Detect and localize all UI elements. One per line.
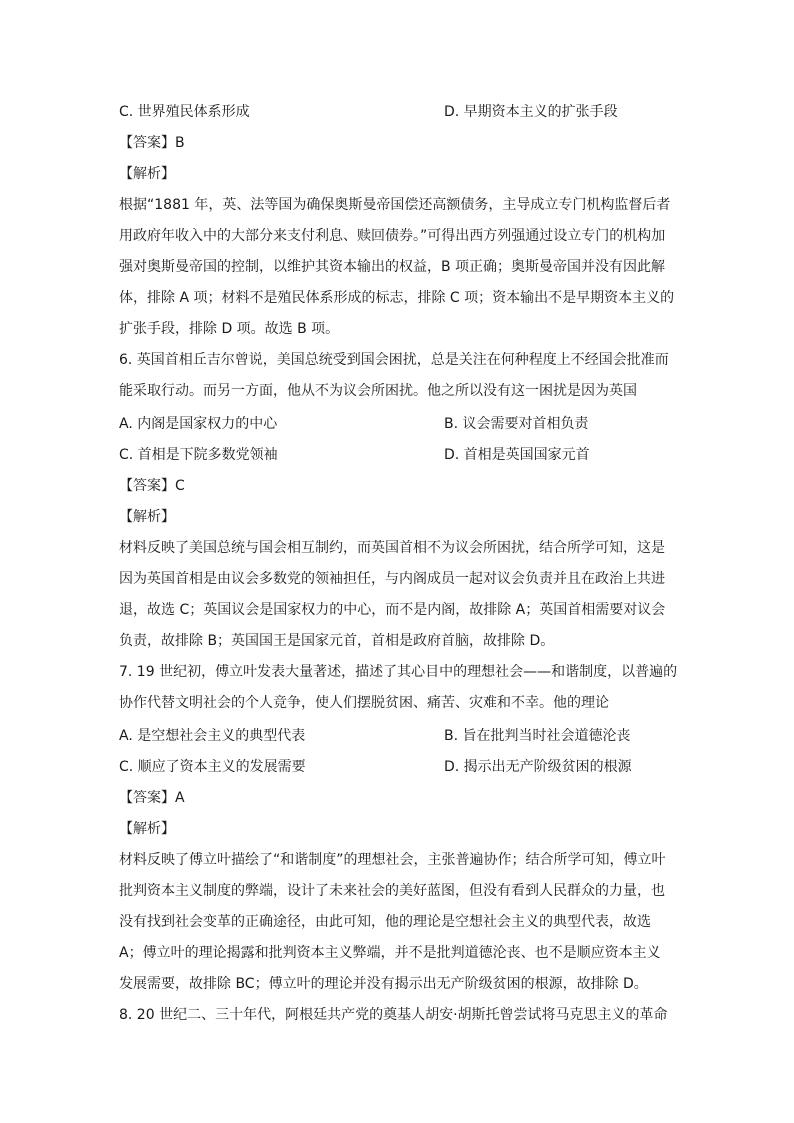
q7-analysis-line: 发展需要，故排除 BC；傅立叶的理论并没有揭示出无产阶级贫困的根源，故排除 D。 <box>119 976 648 992</box>
q5-analysis-line: 用政府年收入中的大部分来支付利息、赎回债券。”可得出西方列强通过设立专门的机构加 <box>119 228 666 244</box>
q6-analysis-line: 材料反映了美国总统与国会相互制约，而英国首相不为议会所困扰，结合所学可知，这是 <box>119 540 665 556</box>
q7-analysis-line: 没有找到社会变革的正确途径，由此可知，他的理论是空想社会主义的典型代表，故选 <box>119 914 651 930</box>
q6-analysis-line: 负责，故排除 B；英国国王是国家元首，首相是政府首脑，故排除 D。 <box>119 633 555 649</box>
q6-answer: 【答案】C <box>119 478 185 494</box>
q6-option-a: A. 内阁是国家权力的中心 <box>119 416 278 432</box>
q7-answer: 【答案】A <box>119 790 185 806</box>
q5-analysis-line: 扩张手段，排除 D 项。故选 B 项。 <box>119 321 340 337</box>
q6-analysis-line: 退，故选 C；英国议会是国家权力的中心，而不是内阁，故排除 A；英国首相需要对议会 <box>119 602 666 618</box>
q5-analysis-line: 体，排除 A 项；材料不是殖民体系形成的标志，排除 C 项；资本输出不是早期资本主义的 <box>119 290 675 306</box>
q6-analysis-label: 【解析】 <box>119 509 175 525</box>
q8-stem-line: 8. 20 世纪二、三十年代，阿根廷共产党的奠基人胡安·胡斯托曾尝试将马克思主义的革命 <box>119 1007 668 1023</box>
q5-option-c: C. 世界殖民体系形成 <box>119 104 250 120</box>
q6-stem-line: 6. 英国首相丘吉尔曾说，美国总统受到国会困扰，总是关注在何种程度上不经国会批准而 <box>119 352 669 368</box>
q7-stem-line: 7. 19 世纪初，傅立叶发表大量著述，描述了其心目中的理想社会——和谐制度，以普遍的 <box>119 664 678 680</box>
q7-option-b: B. 旨在批判当时社会道德沦丧 <box>444 728 631 744</box>
q6-option-d: D. 首相是英国国家元首 <box>444 447 590 463</box>
q7-analysis-line: 批判资本主义制度的弊端，设计了未来社会的美好蓝图，但没有看到人民群众的力量，也 <box>119 883 665 899</box>
q7-analysis-line: 材料反映了傅立叶描绘了“和谐制度”的理想社会，主张普遍协作；结合所学可知，傅立叶 <box>119 852 666 868</box>
q6-analysis-line: 因为英国首相是由议会多数党的领袖担任，与内阁成员一起对议会负责并且在政治上共进 <box>119 571 665 587</box>
q5-analysis-line: 强对奥斯曼帝国的控制，以维护其资本输出的权益，B 项正确；奥斯曼帝国并没有因此解 <box>119 259 666 275</box>
q6-option-c: C. 首相是下院多数党领袖 <box>119 447 278 463</box>
q7-analysis-label: 【解析】 <box>119 821 175 837</box>
q6-stem-line: 能采取行动。而另一方面，他从不为议会所困扰。他之所以没有这一困扰是因为英国 <box>119 383 637 399</box>
q7-option-d: D. 揭示出无产阶级贫困的根源 <box>444 759 632 775</box>
q7-option-c: C. 顺应了资本主义的发展需要 <box>119 759 306 775</box>
q5-analysis-label: 【解析】 <box>119 166 175 182</box>
q6-option-b: B. 议会需要对首相负责 <box>444 416 589 432</box>
q7-option-a: A. 是空想社会主义的典型代表 <box>119 728 306 744</box>
q5-answer: 【答案】B <box>119 135 185 151</box>
q5-option-d: D. 早期资本主义的扩张手段 <box>444 104 618 120</box>
q7-stem-line: 协作代替文明社会的个人竞争，使人们摆脱贫困、痛苦、灾难和不幸。他的理论 <box>119 695 609 711</box>
q7-analysis-line: A；傅立叶的理论揭露和批判资本主义弊端，并不是批判道德沦丧、也不是顺应资本主义 <box>119 945 661 961</box>
q5-analysis-line: 根据“1881 年，英、法等国为确保奥斯曼帝国偿还高额债务，主导成立专门机构监督后者 <box>119 197 671 213</box>
